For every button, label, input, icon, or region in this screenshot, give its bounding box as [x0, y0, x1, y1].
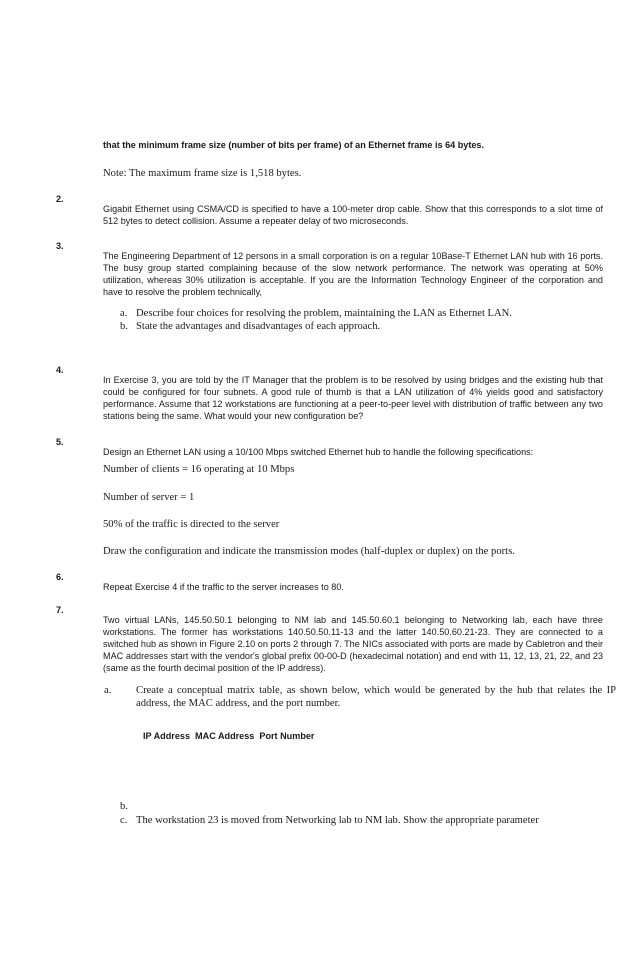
question-3-number: 3.: [56, 241, 64, 251]
q7-sub-b-label: b.: [120, 801, 128, 812]
question-7-text: Two virtual LANs, 145.50.50.1 belonging to NM lab and 145.50.60.1 belonging to Networking lab, each have three workstations. The former has workstations 140.50.50.11-13 and the latter 140.50.60.21-23. They are connected to a switched hub as shown in Figure 2.10 on ports 2 through 7. The NICs associated with ports are made by Cabletron and their MAC addresses start with the vendor's global prefix 00-00-D (hexadecimal notation) and end with 11, 12, 13, 21, 22, and 23 (same as the fourth decimal position of the IP address).: [103, 615, 603, 674]
q7-sub-c-label: c.: [120, 815, 128, 826]
q5-traffic: 50% of the traffic is directed to the server: [103, 519, 280, 530]
question-7-sub-c: [120, 814, 600, 827]
q5-server: Number of server = 1: [103, 492, 195, 503]
question-3-sub-a: [120, 307, 600, 320]
question-7-number: 7.: [56, 605, 64, 615]
question-3-text: The Engineering Department of 12 persons in a small corporation is on a regular 10Base-T Ethernet LAN hub with 16 ports. The busy group started complaining because of the slow network performance. The network was operating at 50% utilization, whereas 30% utilization is acceptable. If you are the Information Technology Engineer of the corporation and have to resolve the problem technically,: [103, 251, 603, 298]
question-2-number: 2.: [56, 194, 64, 204]
q7-sub-a-label: a.: [104, 685, 112, 696]
question-5-text: Design an Ethernet LAN using a 10/100 Mbps switched Ethernet hub to handle the following specifications:: [103, 447, 534, 458]
sub-b-label: b.: [120, 321, 128, 332]
q5-draw: Draw the configuration and indicate the transmission modes (half-duplex or duplex) on the ports.: [103, 546, 515, 557]
sub-a-label: a.: [120, 308, 128, 319]
question-6-number: 6.: [56, 572, 64, 582]
q7-sub-a-text: Create a conceptual matrix table, as shown below, which would be generated by the hub that relates the IP address, the MAC address, and the port number.: [136, 685, 616, 709]
question-6-text: Repeat Exercise 4 if the traffic to the server increases to 80.: [103, 582, 344, 593]
matrix-table-header: IP Address MAC Address Port Number: [143, 731, 315, 741]
sub-a-text: Describe four choices for resolving the problem, maintaining the LAN as Ethernet LAN.: [136, 308, 512, 319]
question-4-number: 4.: [56, 365, 64, 375]
question-2-text: Gigabit Ethernet using CSMA/CD is specified to have a 100-meter drop cable. Show that this corresponds to a slot time of 512 bytes to detect collision. Assume a repeater delay of two microseconds.: [103, 204, 603, 227]
question-7-sub-a: [104, 684, 616, 710]
q5-clients: Number of clients = 16 operating at 10 Mbps: [103, 464, 295, 475]
question-5-number: 5.: [56, 437, 64, 447]
note-line: Note: The maximum frame size is 1,518 bytes.: [103, 168, 302, 179]
q7-sub-c-text: The workstation 23 is moved from Networking lab to NM lab. Show the appropriate parameter: [136, 815, 539, 826]
question-4-text: In Exercise 3, you are told by the IT Manager that the problem is to be resolved by using bridges and the existing hub that could be configured for four subnets. A good rule of thumb is that a LAN utilization of 4% yields good and satisfactory performance. Assume that 12 workstations are functioning at a peer-to-peer level with distribution of traffic between any two stations being the same. What would your new configuration be?: [103, 375, 603, 422]
sub-b-text: State the advantages and disadvantages of each approach.: [136, 321, 381, 332]
intro-line: that the minimum frame size (number of bits per frame) of an Ethernet frame is 64 bytes.: [103, 140, 485, 150]
question-3-sub-b: [120, 320, 600, 333]
